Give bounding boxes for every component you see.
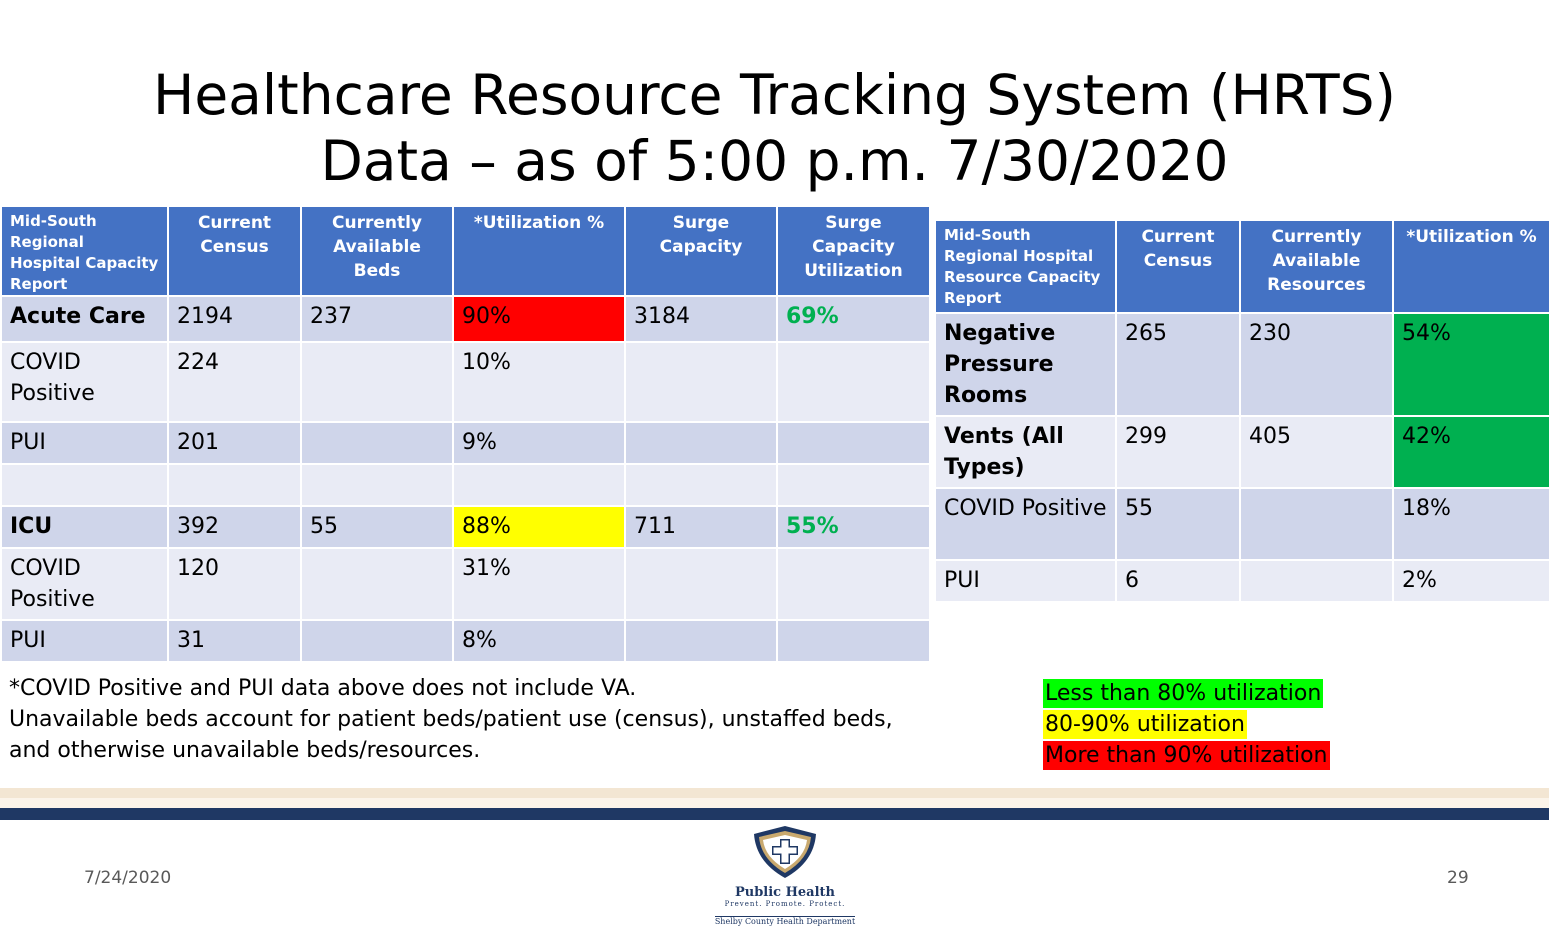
table-cell: 2194 [168, 296, 301, 342]
utilization-cell: 54% [1393, 313, 1549, 416]
row-label: PUI [935, 560, 1116, 602]
column-header: Current Census [1116, 220, 1240, 313]
table-cell: 55 [301, 506, 453, 548]
table-cell: 3184 [625, 296, 777, 342]
table-cell [777, 342, 930, 422]
row-label: COVID Positive [1, 548, 168, 620]
table-cell: 405 [1240, 416, 1393, 488]
table-cell: 6 [1116, 560, 1240, 602]
utilization-cell: 88% [453, 506, 625, 548]
table-cell [625, 548, 777, 620]
table-row [1, 342, 930, 422]
table-cell [777, 548, 930, 620]
utilization-cell: 18% [1393, 488, 1549, 560]
table-cell: 31 [168, 620, 301, 662]
table-row [935, 416, 1549, 488]
table-cell [625, 620, 777, 662]
table-row [1, 296, 930, 342]
public-health-logo [700, 824, 870, 926]
table-cell [777, 464, 930, 506]
footnote-line: *COVID Positive and PUI data above does not include VA. [9, 676, 637, 701]
table-cell [625, 422, 777, 464]
resource-capacity-table [934, 219, 1549, 603]
table-cell [301, 422, 453, 464]
utilization-cell: 2% [1393, 560, 1549, 602]
table-header-row [1, 206, 930, 296]
utilization-cell: 9% [453, 422, 625, 464]
table-cell: 230 [1240, 313, 1393, 416]
footer-band [0, 798, 1549, 808]
table-cell: 201 [168, 422, 301, 464]
legend-green: Less than 80% utilization [1045, 681, 1322, 706]
table-cell: 55 [1116, 488, 1240, 560]
table-cell: 237 [301, 296, 453, 342]
table-cell: 224 [168, 342, 301, 422]
table-cell [1, 464, 168, 506]
table-cell: 711 [625, 506, 777, 548]
row-label: Negative Pressure Rooms [935, 313, 1116, 416]
logo-department: Shelby County Health Department [714, 917, 856, 926]
table-row-empty [1, 464, 930, 506]
table-row [1, 620, 930, 662]
footer-band [0, 788, 1549, 798]
table-row [1, 422, 930, 464]
table-cell [625, 464, 777, 506]
table-cell: 392 [168, 506, 301, 548]
table-cell [1240, 488, 1393, 560]
column-header: *Utilization % [453, 206, 625, 296]
column-header: Currently Available Beds [301, 206, 453, 296]
utilization-cell: 90% [453, 296, 625, 342]
table-cell: 299 [1116, 416, 1240, 488]
utilization-cell: 8% [453, 620, 625, 662]
table-cell [301, 548, 453, 620]
table-cell [301, 342, 453, 422]
page-number: 29 [1447, 868, 1469, 888]
row-label: PUI [1, 422, 168, 464]
utilization-cell: 10% [453, 342, 625, 422]
column-header: Currently Available Resources [1240, 220, 1393, 313]
row-label: ICU [1, 506, 168, 548]
table-row [1, 506, 930, 548]
utilization-cell: 31% [453, 548, 625, 620]
table-cell [168, 464, 301, 506]
table-row [935, 313, 1549, 416]
table-row [935, 560, 1549, 602]
logo-name: Public Health [734, 885, 835, 900]
table-cell: 265 [1116, 313, 1240, 416]
surge-utilization-cell: 69% [777, 296, 930, 342]
table-cell [777, 422, 930, 464]
column-header: Surge Capacity [625, 206, 777, 296]
row-label: PUI [1, 620, 168, 662]
table-cell [301, 464, 453, 506]
shield-cross-icon [750, 824, 820, 880]
row-label: Vents (All Types) [935, 416, 1116, 488]
footnote-line: Unavailable beds account for patient beds/patient use (census), unstaffed beds, [9, 707, 893, 732]
column-header: *Utilization % [1393, 220, 1549, 313]
table-row [1, 548, 930, 620]
logo-tagline: Prevent. Promote. Protect. [724, 900, 846, 908]
column-header: Surge Capacity Utilization [777, 206, 930, 296]
slide-date: 7/24/2020 [84, 868, 172, 888]
table-row [935, 488, 1549, 560]
slide-title-line-1: Healthcare Resource Tracking System (HRTS) [152, 63, 1396, 127]
table-cell [625, 342, 777, 422]
footer-navy-bar [0, 808, 1549, 820]
footnote [9, 673, 893, 766]
row-label: COVID Positive [1, 342, 168, 422]
table-cell [777, 620, 930, 662]
column-header: Mid-South Regional Hospital Resource Capacity Report [935, 220, 1116, 313]
legend-yellow: 80-90% utilization [1045, 712, 1245, 737]
table-cell [453, 464, 625, 506]
row-label: Acute Care [1, 296, 168, 342]
hospital-capacity-table [0, 205, 931, 663]
legend-red: More than 90% utilization [1045, 743, 1328, 768]
surge-utilization-cell: 55% [777, 506, 930, 548]
column-header: Current Census [168, 206, 301, 296]
footnote-line: and otherwise unavailable beds/resources. [9, 738, 481, 763]
table-cell [301, 620, 453, 662]
column-header: Mid-South Regional Hospital Capacity Report [1, 206, 168, 296]
slide-title-line-2: Data – as of 5:00 p.m. 7/30/2020 [320, 129, 1229, 193]
row-label: COVID Positive [935, 488, 1116, 560]
table-header-row [935, 220, 1549, 313]
table-cell [1240, 560, 1393, 602]
table-cell: 120 [168, 548, 301, 620]
utilization-cell: 42% [1393, 416, 1549, 488]
